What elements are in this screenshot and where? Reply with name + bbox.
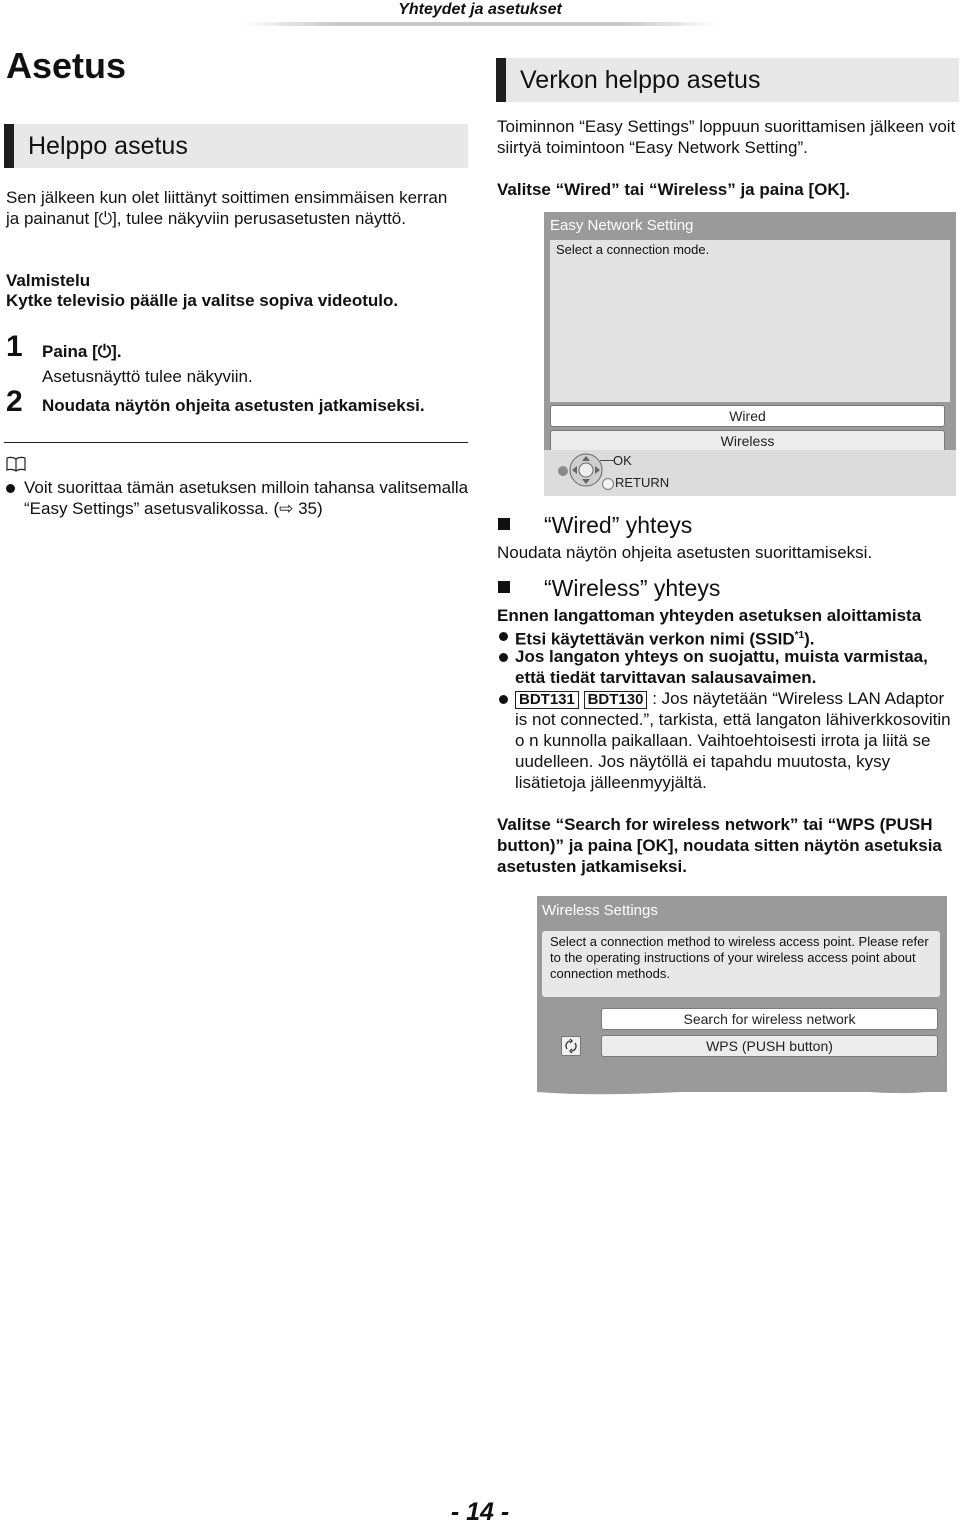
running-header: Yhteydet ja asetukset bbox=[398, 1, 562, 18]
heading-square-icon bbox=[498, 518, 510, 530]
book-icon bbox=[6, 456, 26, 472]
model-badge-bdt131: BDT131 bbox=[515, 691, 579, 709]
message-panel bbox=[550, 240, 950, 402]
section-heading-helppo: Helppo asetus bbox=[4, 124, 468, 168]
page-number: - 14 - bbox=[450, 1498, 510, 1526]
wireless-pre: Ennen langattoman yhteyden asetuksen aloittamista bbox=[497, 606, 922, 625]
network-intro: Toiminnon “Easy Settings” loppuun suorittamisen jälkeen voit siirtyä toimintoon “Easy Network Setting”. bbox=[497, 117, 956, 157]
prep-text: Kytke televisio päälle ja valitse sopiva videotulo. bbox=[6, 291, 399, 310]
option-wired-button[interactable]: Wired bbox=[550, 405, 945, 427]
bullet-adaptor-text: : Jos näytetään “Wireless LAN Adaptor is not connected.”, tarkista, että langaton lähiverkkosovitin o n kunnolla paikallaan. Vaihtoehtoisesti irrota ja liitä se uudelleen. Jos näytöllä ei tapahdu muutosta, kysy lisätietoja jälleenmyyjältä. bbox=[515, 689, 951, 792]
panel-message: Select a connection mode. bbox=[556, 242, 710, 257]
search-wireless-network-button[interactable]: Search for wireless network bbox=[601, 1008, 938, 1030]
bullet-ssid-end: ). bbox=[804, 629, 815, 649]
remote-dpad-icon bbox=[568, 452, 604, 488]
step-number: 2 bbox=[6, 385, 23, 418]
hint-ok-label: OK bbox=[613, 453, 632, 468]
footnote-marker: *1 bbox=[794, 630, 805, 641]
wireless-settings-screen bbox=[537, 896, 947, 1092]
hint-leader-line bbox=[600, 460, 614, 461]
panel-message: Select a connection method to wireless access point. Please refer to the operating instructions of your wireless access point about connection methods. bbox=[550, 934, 929, 981]
hint-bar bbox=[544, 450, 956, 496]
wired-text: Noudata näytön ohjeita asetusten suorittamiseksi. bbox=[497, 543, 873, 562]
heading-square-icon bbox=[498, 581, 510, 593]
option-wireless-button[interactable]: Wireless bbox=[550, 430, 945, 452]
step-number: 1 bbox=[6, 330, 23, 363]
section-heading-verkon: Verkon helppo asetus bbox=[496, 58, 959, 102]
wireless-heading: “Wireless” yhteys bbox=[544, 575, 721, 601]
message-panel bbox=[542, 931, 940, 997]
screen-wave-edge bbox=[537, 1084, 947, 1100]
bullet-dot bbox=[6, 484, 15, 493]
hint-dot-icon bbox=[558, 466, 568, 476]
wps-symbol-icon bbox=[561, 1036, 581, 1056]
return-circle-icon bbox=[602, 478, 614, 490]
note-text: Voit suorittaa tämän asetuksen milloin tahansa valitsemalla “Easy Settings” asetusvalikossa. (⇨ 35) bbox=[24, 478, 469, 518]
bullet-dot bbox=[499, 632, 508, 641]
connection-instruction: Valitse “Wired” tai “Wireless” ja paina [OK]. bbox=[497, 180, 851, 199]
hint-return-label: RETURN bbox=[615, 475, 670, 490]
prep-label: Valmistelu bbox=[6, 271, 91, 290]
easy-network-setting-screen bbox=[544, 212, 956, 496]
header-rule bbox=[240, 22, 720, 26]
model-badge-bdt130: BDT130 bbox=[584, 691, 648, 709]
bullet-security: Jos langaton yhteys on suojattu, muista varmistaa, että tiedät tarvittavan salausavaimen. bbox=[515, 647, 928, 687]
page-title: Asetus bbox=[6, 45, 127, 86]
wireless-instruction: Valitse “Search for wireless network” tai “WPS (PUSH button)” ja paina [OK], noudata sitten näytön asetuksia asetusten jatkamiseksi. bbox=[497, 815, 942, 876]
intro-paragraph: Sen jälkeen kun olet liittänyt soittimen ensimmäisen kerran ja painanut [⏻], tulee näkyviin perusasetusten näyttö. bbox=[6, 188, 448, 228]
note-divider bbox=[4, 442, 468, 443]
wired-heading: “Wired” yhteys bbox=[544, 512, 693, 538]
wps-push-button[interactable]: WPS (PUSH button) bbox=[601, 1035, 938, 1057]
screen-title: Wireless Settings bbox=[542, 902, 658, 919]
step-title: Noudata näytön ohjeita asetusten jatkamiseksi. bbox=[42, 396, 425, 415]
step-title: Paina [⏻]. bbox=[42, 342, 122, 361]
step-subtext: Asetusnäyttö tulee näkyviin. bbox=[42, 367, 253, 386]
bullet-dot bbox=[499, 695, 508, 704]
screen-title: Easy Network Setting bbox=[550, 217, 694, 234]
bullet-dot bbox=[499, 653, 508, 662]
bullet-ssid-text: Etsi käytettävän verkon nimi (SSID bbox=[515, 629, 795, 649]
bullet-adaptor bbox=[515, 688, 957, 793]
